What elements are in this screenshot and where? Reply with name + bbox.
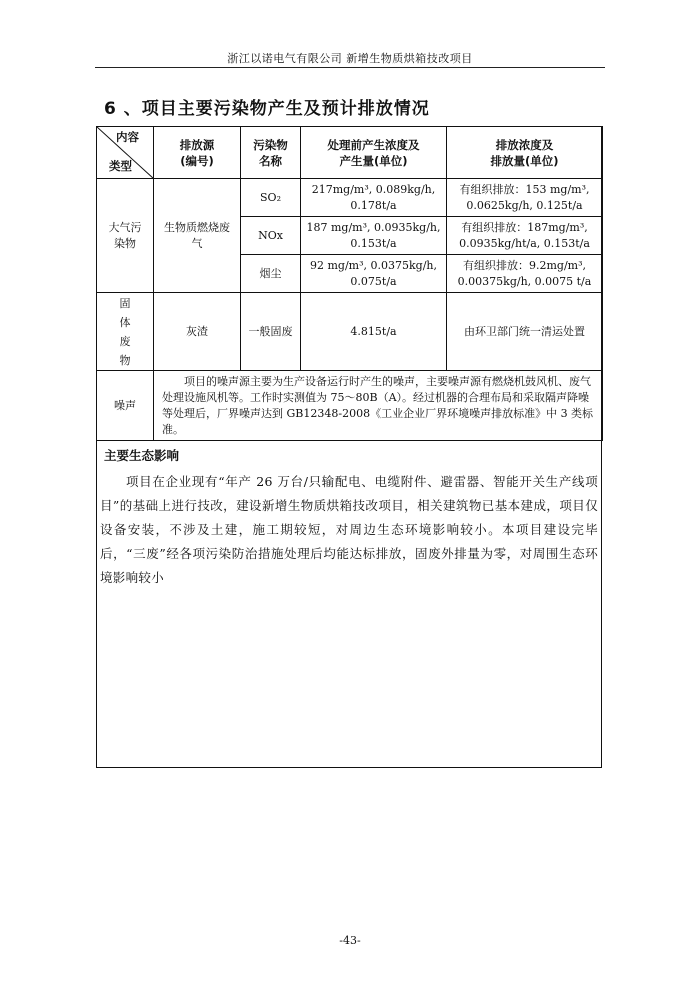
after-value-line1: 有组织排放：153 mg/m³,	[459, 182, 590, 196]
noise-description: 项目的噪声源主要为生产设备运行时产生的噪声，主要噪声源有燃烧机鼓风机、废气处理设施风机等。工作时实测值为 75～80B（A）。经过机器的合理布局和采取隔声降噪等处理后，厂界噪声达到 GB12348-2008《工业企业厂界环境噪声排放标准》中 3 类标准。	[154, 371, 603, 441]
after-value-line2: 0.00375kg/h, 0.0075 t/a	[457, 274, 592, 288]
air-source-line2: 气	[191, 236, 203, 250]
page-header: 浙江以诺电气有限公司 新增生物质烘箱技改项目	[227, 52, 473, 65]
air-type-line2: 染物	[114, 236, 136, 250]
table-header-row	[97, 127, 603, 179]
before-value-line2: 0.075t/a	[350, 274, 397, 288]
before-value-line1: 92 mg/m³, 0.0375kg/h,	[310, 258, 437, 272]
after-value-line2: 0.0625kg/h, 0.125t/a	[466, 198, 583, 212]
after-value-line1: 有组织排放：9.2mg/m³,	[462, 258, 586, 272]
header-after-line2: 排放量(单位)	[490, 153, 559, 168]
before-value-line2: 0.153t/a	[350, 236, 397, 250]
diag-header-content: 内容	[116, 130, 139, 144]
solid-amount: 4.815t/a	[301, 293, 447, 371]
header-source-line1: 排放源	[179, 137, 215, 152]
header-before-line1: 处理前产生浓度及	[327, 137, 420, 152]
solid-disposal: 由环卫部门统一清运处置	[447, 293, 603, 371]
header-pollutant-line1: 污染物	[253, 137, 288, 152]
section-title: 6 、项目主要污染物产生及预计排放情况	[104, 99, 430, 119]
solid-type-cell	[97, 293, 154, 371]
after-value	[447, 179, 603, 217]
noise-row	[97, 371, 603, 441]
page-number: -43-	[339, 934, 361, 947]
solid-source: 灰渣	[154, 293, 241, 371]
pollutant-name: 烟尘	[241, 255, 301, 293]
eco-impact-body: 项目在企业现有“年产 26 万台/只输配电、电缆附件、避雷器、智能开关生产线项目”的基础上进行技改，建设新增生物质烘箱技改项目，相关建筑物已基本建成，项目仅设备安装，不涉及土建，施工期较短，对周边生态环境影响较小。本项目建设完毕后，“三废”经各项污染防治措施处理后均能达标排放，固废外排量为零，对周围生态环境影响较小	[100, 474, 598, 585]
header-after	[447, 127, 603, 179]
diag-header-type: 类型	[109, 159, 132, 173]
air-source-line1: 生物质燃烧废	[164, 220, 230, 234]
air-type-cell	[97, 179, 154, 293]
solid-type-char: 体	[119, 315, 131, 329]
header-source-line2: (编号)	[180, 153, 214, 168]
air-type-line1: 大气污	[108, 220, 142, 234]
diagonal-header-cell	[97, 127, 154, 179]
header-rule	[95, 67, 605, 68]
before-value-line2: 0.178t/a	[350, 198, 397, 212]
header-pollutant-line2: 名称	[259, 153, 282, 168]
eco-impact-title: 主要生态影响	[104, 448, 180, 463]
pollutant-table	[96, 126, 603, 441]
header-source	[154, 127, 241, 179]
before-value	[301, 179, 447, 217]
solid-pollutant: 一般固废	[241, 293, 301, 371]
after-value-line1: 有组织排放：187mg/m³,	[461, 220, 588, 234]
after-value	[447, 255, 603, 293]
solid-type-char: 物	[119, 353, 131, 367]
header-after-line1: 排放浓度及	[495, 137, 554, 152]
after-value	[447, 217, 603, 255]
header-before-line2: 产生量(单位)	[339, 153, 408, 168]
noise-type: 噪声	[97, 371, 154, 441]
after-value-line2: 0.0935kg/ht/a, 0.153t/a	[459, 236, 590, 250]
solid-type-char: 固	[119, 296, 131, 310]
solid-type-char: 废	[119, 334, 131, 348]
before-value-line1: 217mg/m³, 0.089kg/h,	[311, 182, 436, 196]
before-value	[301, 217, 447, 255]
header-before	[301, 127, 447, 179]
before-value	[301, 255, 447, 293]
table-row	[97, 179, 603, 217]
air-source-cell	[154, 179, 241, 293]
before-value-line1: 187 mg/m³, 0.0935kg/h,	[306, 220, 441, 234]
pollutant-name: SO₂	[241, 179, 301, 217]
pollutant-name: NOx	[241, 217, 301, 255]
solid-waste-row	[97, 293, 603, 371]
header-pollutant	[241, 127, 301, 179]
